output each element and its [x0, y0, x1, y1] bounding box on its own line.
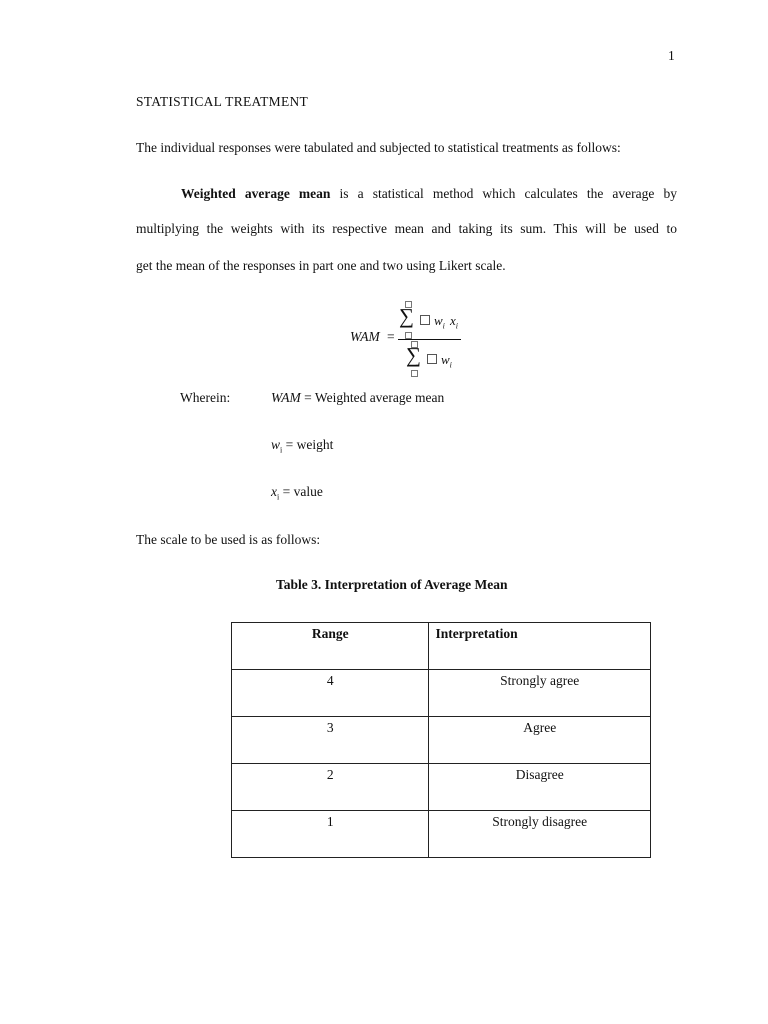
table-caption: Table 3. Interpretation of Average Mean: [276, 577, 508, 592]
paragraph-line-3: get the mean of the responses in part one and two using Likert scale.: [136, 258, 506, 273]
page-number: 1: [668, 48, 675, 63]
paragraph-line-1: [136, 186, 677, 206]
definition-wam: WAM = Weighted average mean: [271, 390, 445, 405]
table-row: [232, 764, 651, 811]
header-interpretation: Interpretation: [429, 623, 651, 670]
paragraph-line-2: multiplying the weights with its respective mean and taking its sum. This will be used to: [136, 221, 677, 236]
table-row: [232, 670, 651, 717]
paragraph-line-1-rest: is a statistical method which calculates the average by: [330, 186, 677, 201]
formula-denominator-weight: $w_i$: [441, 352, 452, 370]
summation-sign-icon: ∑: [406, 343, 421, 367]
intro-sentence: The individual responses were tabulated and subjected to statistical treatments as follows:: [136, 140, 621, 155]
interpretation-table: [231, 622, 651, 858]
interpretation-cell: Strongly agree: [429, 670, 651, 717]
range-cell: 4: [232, 670, 429, 717]
range-cell: 2: [232, 764, 429, 811]
placeholder-box-icon: [427, 354, 437, 364]
header-range: Range: [232, 623, 429, 670]
table-row: [232, 717, 651, 764]
scale-intro: The scale to be used is as follows:: [136, 532, 321, 547]
interpretation-cell: Strongly disagree: [429, 811, 651, 858]
formula-lhs: WAM: [350, 329, 380, 344]
formula-numerator-value: $x_i$: [450, 313, 459, 331]
interpretation-cell: Disagree: [429, 764, 651, 811]
range-cell: 3: [232, 717, 429, 764]
placeholder-box-icon: [420, 315, 430, 325]
section-heading: STATISTICAL TREATMENT: [136, 94, 309, 109]
definition-weight: $w_i$ = weight: [271, 437, 334, 455]
formula-equals: =: [387, 329, 395, 344]
definition-value: $x_i$ = value: [271, 484, 323, 502]
placeholder-box-icon: [411, 370, 418, 377]
paragraph-term: Weighted average mean: [181, 186, 331, 201]
placeholder-box-icon: [405, 332, 412, 339]
interpretation-cell: Agree: [429, 717, 651, 764]
wherein-label: Wherein:: [180, 390, 231, 405]
formula-numerator-weight: $w_i$: [434, 313, 445, 331]
table-row: [232, 811, 651, 858]
range-cell: 1: [232, 811, 429, 858]
wam-formula: [350, 298, 490, 380]
fraction-bar: [398, 339, 461, 340]
summation-sign-icon: ∑: [399, 304, 414, 328]
table-header-row: [232, 623, 651, 670]
